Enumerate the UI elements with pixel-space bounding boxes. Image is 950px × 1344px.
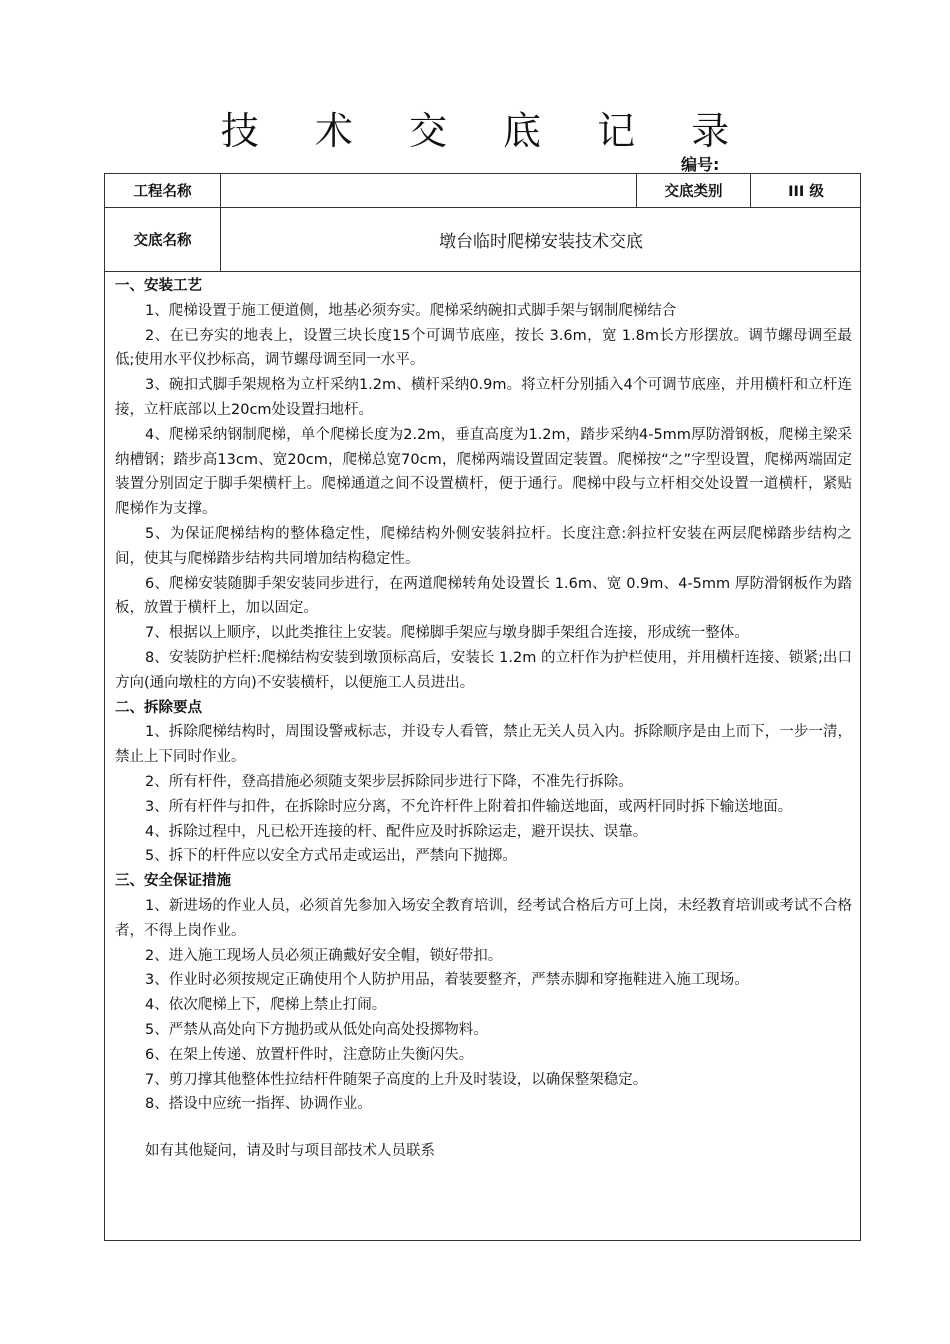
category-label: 交底类别 xyxy=(664,184,723,200)
row-divider xyxy=(105,271,860,272)
list-item: 4、依次爬梯上下，爬梯上禁止打闹。 xyxy=(145,997,387,1014)
list-item: 4、爬梯采纳钢制爬梯，单个爬梯长度为2.2m，垂直高度为1.2m，踏步采纳4-5mm厚防滑钢板，爬梯主梁采纳槽钢；踏步高13cm、宽20cm，爬梯总宽70cm，爬梯两端设置固定装置。爬梯按“之”字型设置，爬梯两端固定装置分别固定于脚手架横杆上。爬梯通道之间不设置横杆，便于通行。爬梯中段与立杆相交处设置一道横杆，紧贴爬梯作为支撑。 xyxy=(115,426,852,518)
list-item: 8、搭设中应统一指挥、协调作业。 xyxy=(145,1096,372,1113)
list-item: 7、根据以上顺序，以此类推往上安装。爬梯脚手架应与墩身脚手架组合连接，形成统一整体。 xyxy=(145,625,749,642)
list-item: 2、在已夯实的地表上，设置三块长度15个可调节底座，按长 3.6m，宽 1.8m长方形摆放。调节螺母调至最低;使用水平仪抄标高，调节螺母调至同一水平。 xyxy=(115,327,852,369)
section-heading: 一、安装工艺 xyxy=(115,278,202,294)
list-item: 5、拆下的杆件应以安全方式吊走或运出，严禁向下抛掷。 xyxy=(145,848,517,865)
disclosure-table xyxy=(104,173,861,1241)
project-name-value xyxy=(221,174,636,207)
list-item: 5、为保证爬梯结构的整体稳定性，爬梯结构外侧安装斜拉杆。长度注意:斜拉杆安装在两层爬梯踏步结构之间，使其与爬梯踏步结构共同增加结构稳定性。 xyxy=(115,525,852,567)
list-item: 2、所有杆件，登高措施必须随支架步层拆除同步进行下降，不准先行拆除。 xyxy=(145,773,633,790)
list-item: 3、所有杆件与扣件，在拆除时应分离，不允许杆件上附着扣件输送地面，或两杆同时拆下输送地面。 xyxy=(145,798,793,815)
project-name-label: 工程名称 xyxy=(133,184,192,200)
section-heading: 三、安全保证措施 xyxy=(115,873,231,890)
subject-label: 交底名称 xyxy=(133,233,192,249)
list-item: 2、进入施工现场人员必须正确戴好安全帽，锁好带扣。 xyxy=(145,947,503,964)
list-item: 8、安装防护栏杆:爬梯结构安装到墩顶标高后，安装长 1.2m 的立杆作为护栏使用，并用横杆连接、锁紧;出口方向(通向墩柱的方向)不安装横杆，以便施工人员进出。 xyxy=(115,649,852,691)
list-item: 4、拆除过程中，凡已松开连接的杆、配件应及时拆除运走，避开误扶、误靠。 xyxy=(145,823,648,840)
subject-value: 墩台临时爬梯安装技术交底 xyxy=(439,232,643,252)
list-item: 3、作业时必须按规定正确使用个人防护用品，着装要整齐，严禁赤脚和穿拖鞋进入施工现场。 xyxy=(145,972,749,989)
list-item: 5、严禁从高处向下方抛扔或从低处向高处投掷物料。 xyxy=(145,1021,488,1038)
closing-note: 如有其他疑问，请及时与项目部技术人员联系 xyxy=(145,1143,435,1160)
list-item: 1、新进场的作业人员，必须首先参加入场安全教育培训，经考试合格后方可上岗，未经教育培训或考试不合格者，不得上岗作业。 xyxy=(115,897,852,939)
serial-number-label: 编号: xyxy=(681,155,720,174)
category-value: III 级 xyxy=(788,184,824,200)
list-item: 3、碗扣式脚手架规格为立杆采纳1.2m、横杆采纳0.9m。将立杆分别插入4个可调节底座，并用横杆和立杆连接，立杆底部以上20cm处设置扫地杆。 xyxy=(115,377,852,418)
list-item: 6、在架上传递、放置杆件时，注意防止失衡闪失。 xyxy=(145,1046,474,1063)
section-heading: 二、拆除要点 xyxy=(115,699,202,716)
document-title: 技 术 交 底 记 录 xyxy=(220,109,752,153)
disclosure-content xyxy=(115,274,852,1164)
list-item: 6、爬梯安装随脚手架安装同步进行，在两道爬梯转角处设置长 1.6m、宽 0.9m、4-5mm 厚防滑钢板作为踏板，放置于横杆上，加以固定。 xyxy=(115,575,852,617)
list-item: 7、剪刀撑其他整体性拉结杆件随架子高度的上升及时装设，以确保整架稳定。 xyxy=(145,1071,648,1088)
list-item: 1、爬梯设置于施工便道侧，地基必须夯实。爬梯采纳碗扣式脚手架与钢制爬梯结合 xyxy=(145,302,677,319)
list-item: 1、拆除爬梯结构时，周围设警戒标志，并设专人看管，禁止无关人员入内。拆除顺序是由上而下，一步一清，禁止上下同时作业。 xyxy=(115,724,852,766)
